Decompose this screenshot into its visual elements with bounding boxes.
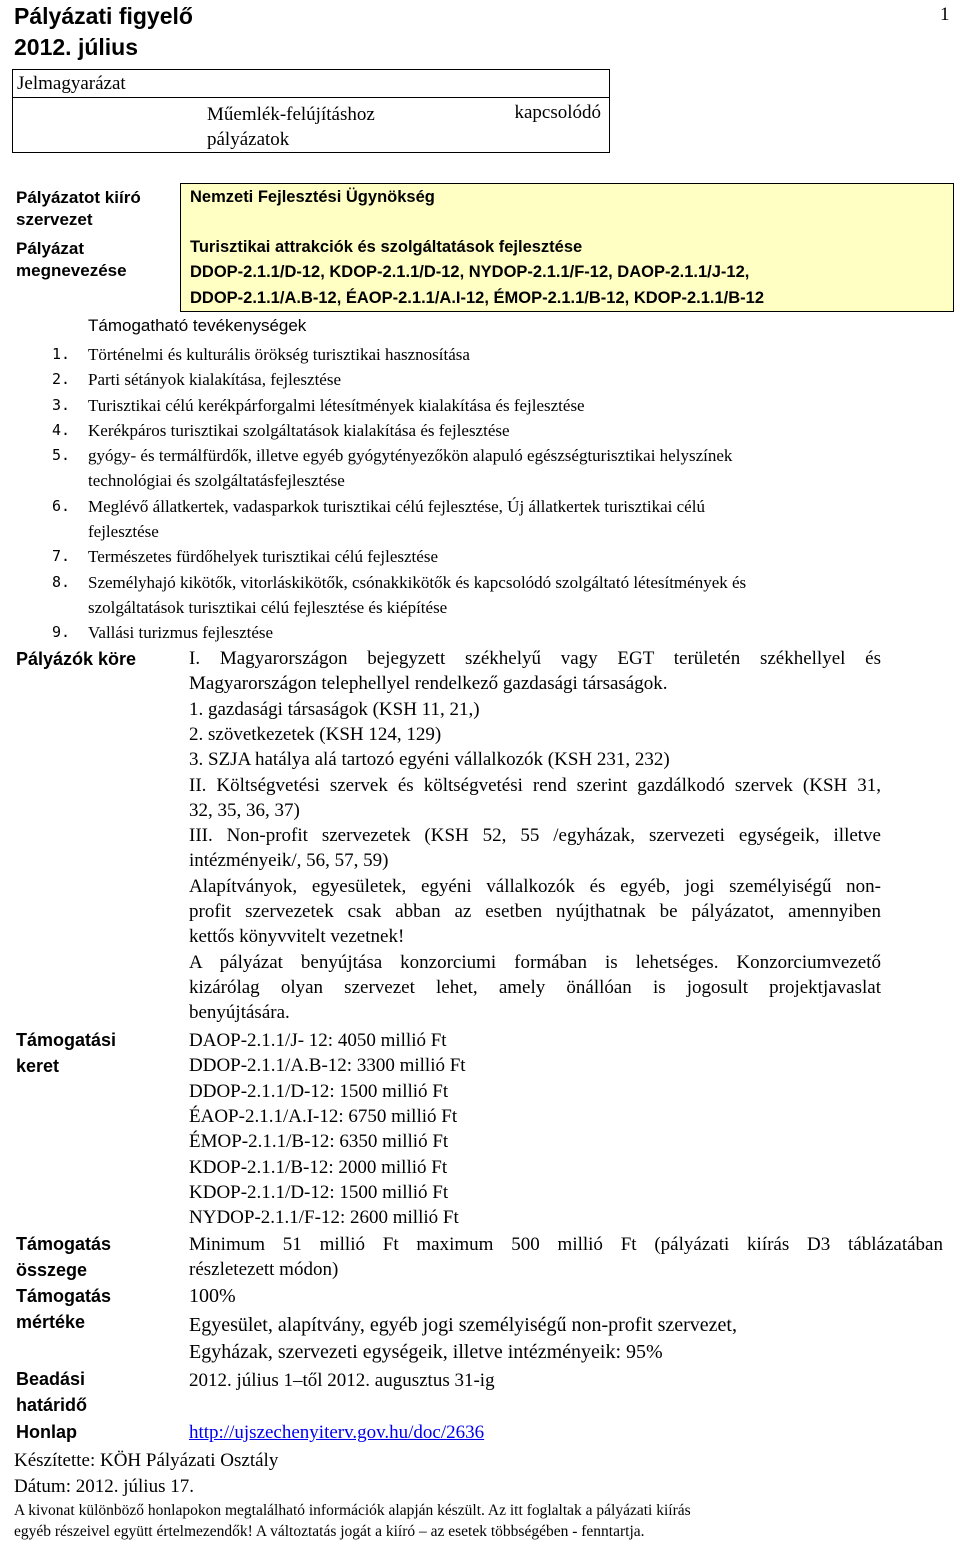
legend-text-left: Műemlék-felújításhoz pályázatok <box>207 104 375 150</box>
applicants-line: benyújtására. <box>189 1002 290 1024</box>
author: Készítette: KÖH Pályázati Osztály <box>14 1450 279 1471</box>
activity-number: 9. <box>52 623 71 642</box>
budget-line: ÉAOP-2.1.1/A.I-12: 6750 millió Ft <box>189 1105 458 1127</box>
activity-text: szolgáltatások turisztikai célú fejlesztése és kiépítése <box>88 597 448 617</box>
page-number: 1 <box>940 4 950 25</box>
budget-line: DDOP-2.1.1/D-12: 1500 millió Ft <box>189 1080 449 1102</box>
legend-box <box>12 69 610 153</box>
budget-line: KDOP-2.1.1/B-12: 2000 millió Ft <box>189 1156 448 1178</box>
activity-number: 4. <box>52 420 71 439</box>
document-title: Pályázati figyelő <box>14 3 193 29</box>
budget-line: NYDOP-2.1.1/F-12: 2600 millió Ft <box>189 1207 459 1229</box>
applicants-line: 3. SZJA hatálya alá tartozó egyéni vállalkozók (KSH 231, 232) <box>189 749 670 771</box>
activity-text: Természetes fürdőhelyek turisztikai célú fejlesztése <box>88 547 438 567</box>
applicants-line: 2. szövetkezetek (KSH 124, 129) <box>189 723 442 745</box>
applicants-line: 32, 35, 36, 37) <box>189 799 300 821</box>
activity-item <box>52 620 952 645</box>
applicants-line: II. Költségvetési szervek és költségvetési rend szerint gazdálkodó szervek (KSH 31, <box>189 774 881 796</box>
budget-line: DAOP-2.1.1/J- 12: 4050 millió Ft <box>189 1030 447 1051</box>
activity-text: Parti sétányok kialakítása, fejlesztése <box>88 370 342 390</box>
activity-item <box>52 570 952 621</box>
amount-line1: Minimum 51 millió Ft maximum 500 millió Ft (pályázati kiírás D3 táblázatában <box>189 1234 943 1255</box>
activity-item <box>52 342 952 367</box>
applicants-line: Alapítványok, egyesületek, egyéni vállalkozók és egyéb, jogi személyiségű non- <box>189 875 881 897</box>
activity-text: Történelmi és kulturális örökség turisztikai hasznosítása <box>88 345 470 364</box>
applicants-line: intézményeik/, 56, 57, 59) <box>189 850 389 872</box>
activity-text: Kerékpáros turisztikai szolgáltatások kialakítása és fejlesztése <box>88 420 510 440</box>
amount-label: Támogatás összege <box>16 1234 112 1280</box>
issuer-label: Pályázatot kiíró szervezet <box>16 188 141 229</box>
activity-item <box>52 367 952 392</box>
applicants-line: I. Magyarországon bejegyzett székhelyű vagy EGT területén székhellyel és <box>189 648 881 669</box>
footer-note-line1: A kivonat különböző honlapokon megtalálható információk alapján készült. Az itt foglaltak a pályázati kiírás <box>14 1502 691 1519</box>
activity-text: Meglévő állatkertek, vadasparkok turisztikai célú fejlesztése, Új állatkertek turisztikai célú <box>88 496 705 516</box>
activity-item <box>52 418 952 443</box>
applicants-line: III. Non-profit szervezetek (KSH 52, 55 /egyházak, szervezeti egységeik, illetve <box>189 825 881 847</box>
applicants-label: Pályázók köre <box>16 649 137 669</box>
applicants-line: 1. gazdasági társaságok (KSH 11, 21,) <box>189 698 480 720</box>
rate-line3: Egyházak, szervezeti egységeik, illetve intézményeik: 95% <box>189 1341 663 1363</box>
activity-text: Turisztikai célú kerékpárforgalmi létesítmények kialakítása és fejlesztése <box>88 395 585 415</box>
legend-heading: Jelmagyarázat <box>13 70 609 98</box>
activity-number: 3. <box>52 395 71 414</box>
footer-note-line2: egyéb részeivel együtt értelmezendők! A változtatás jogát a kiíró – az esetek többségében - fenntartja. <box>14 1523 645 1540</box>
activity-number: 6. <box>52 496 71 515</box>
applicants-line: kettős könyvvitelt vezetnek! <box>189 926 405 948</box>
tender-name: Turisztikai attrakciók és szolgáltatások fejlesztése <box>190 238 583 256</box>
homepage-label: Honlap <box>16 1422 77 1442</box>
budget-line: ÉMOP-2.1.1/B-12: 6350 millió Ft <box>189 1131 449 1153</box>
deadline-value: 2012. július 1–től 2012. augusztus 31-ig <box>189 1370 495 1391</box>
applicants-line: A pályázat benyújtása konzorciumi formában is lehetséges. Konzorciumvezető <box>189 951 881 973</box>
issuer-value: Nemzeti Fejlesztési Ügynökség <box>190 188 435 206</box>
activities-heading: Támogatható tevékenységek <box>88 316 307 335</box>
activity-number: 1. <box>52 345 71 363</box>
applicants-line: profit szervezetek csak abban az esetben nyújthatnak be pályázatot, amennyiben <box>189 901 881 922</box>
activity-item <box>52 443 952 494</box>
rate-line2: Egyesület, alapítvány, egyéb jogi személyiségű non-profit szervezet, <box>189 1314 737 1336</box>
document-subtitle: 2012. július <box>14 34 139 60</box>
activity-text: Személyhajó kikötők, vitorláskikötők, csónakkikötők és kapcsolódó szolgáltató létesítmények és <box>88 572 747 592</box>
homepage-link[interactable]: http://ujszechenyiterv.gov.hu/doc/2636 <box>189 1422 485 1443</box>
activity-item <box>52 393 952 418</box>
activity-number: 2. <box>52 370 71 389</box>
tender-codes-line1: DDOP-2.1.1/D-12, KDOP-2.1.1/D-12, NYDOP-2.1.1/F-12, DAOP-2.1.1/J-12, <box>190 263 750 281</box>
activity-number: 7. <box>52 547 71 566</box>
budget-label: Támogatási keret <box>16 1030 117 1076</box>
activity-item <box>52 544 952 569</box>
rate-line1: 100% <box>189 1285 236 1307</box>
activity-item <box>52 494 952 545</box>
budget-line: KDOP-2.1.1/D-12: 1500 millió Ft <box>189 1181 449 1203</box>
date: Dátum: 2012. július 17. <box>14 1476 194 1497</box>
tender-codes-line2: DDOP-2.1.1/A.B-12, ÉAOP-2.1.1/A.I-12, ÉMOP-2.1.1/B-12, KDOP-2.1.1/B-12 <box>190 289 765 307</box>
deadline-label: Beadási határidő <box>16 1369 88 1415</box>
applicants-line: Magyarországon telephellyel rendelkező gazdasági társaságok. <box>189 673 668 695</box>
activity-text: gyógy- és termálfürdők, illetve egyéb gyógytényezőkön alapuló egészségturisztikai helyszínek <box>88 446 733 466</box>
tender-label: Pályázat megnevezése <box>16 239 127 280</box>
rate-label: Támogatás mértéke <box>16 1286 112 1332</box>
activity-text: Vallási turizmus fejlesztése <box>88 623 274 643</box>
amount-line2: részletezett módon) <box>189 1259 339 1280</box>
activity-number: 8. <box>52 572 71 591</box>
activity-text: fejlesztése <box>88 522 159 542</box>
legend-text-right: kapcsolódó <box>514 102 601 123</box>
activity-text: technológiai és szolgáltatásfejlesztése <box>88 471 345 491</box>
activity-number: 5. <box>52 446 71 465</box>
applicants-line: kizárólag olyan szervezet lehet, amely önállóan is jogosult projektjavaslat <box>189 976 881 998</box>
budget-line: DDOP-2.1.1/A.B-12: 3300 millió Ft <box>189 1055 466 1077</box>
